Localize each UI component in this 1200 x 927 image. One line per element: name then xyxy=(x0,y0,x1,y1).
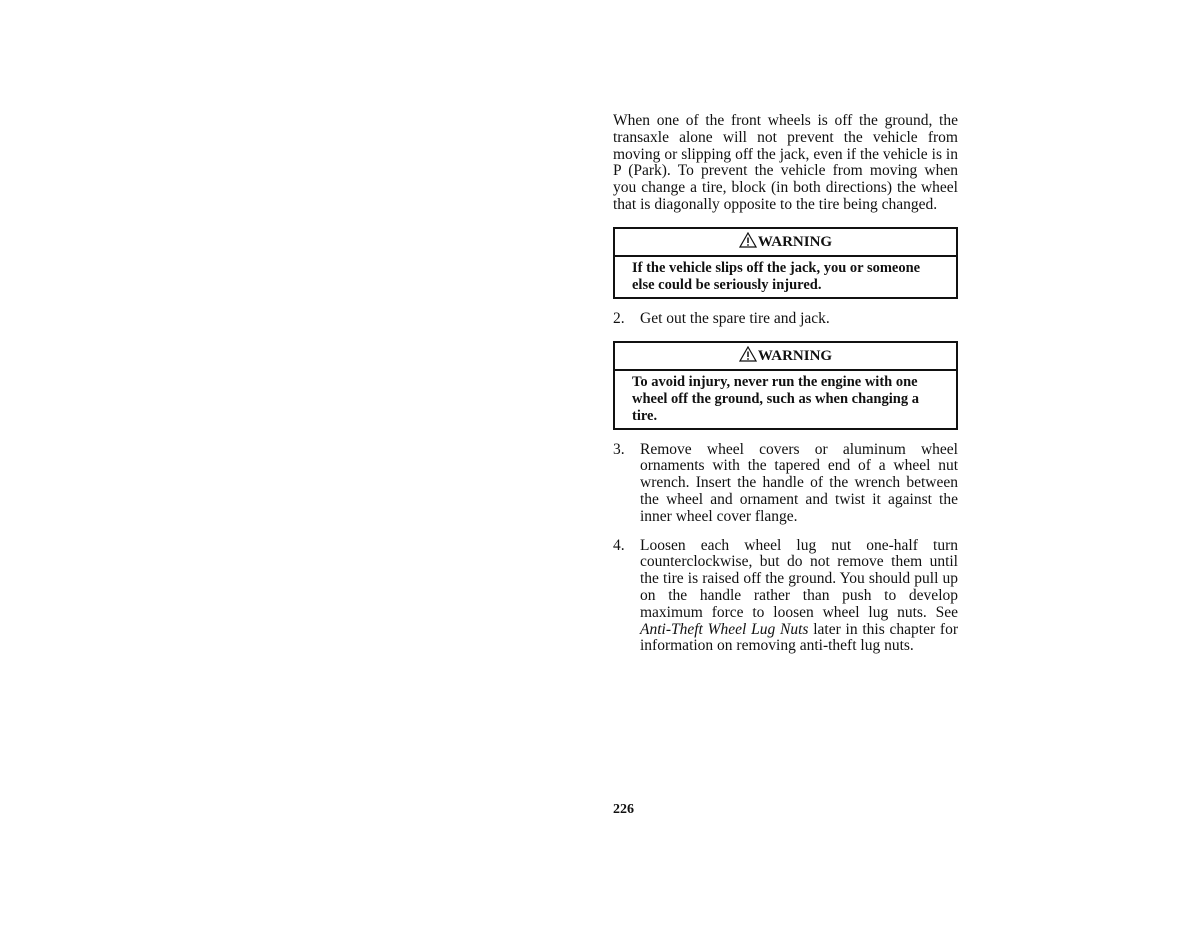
warning-box-engine xyxy=(613,341,958,430)
warning-title: WARNING xyxy=(757,347,833,364)
warning-triangle-icon xyxy=(739,346,757,362)
step-text: Get out the spare tire and jack. xyxy=(640,309,830,327)
warning-text: To avoid injury, never run the engine with one wheel off the ground, such as when changing a tire. xyxy=(632,373,919,424)
step-number: 2. xyxy=(613,309,625,327)
step-text: Remove wheel covers or aluminum wheel ornaments with the tapered end of a wheel nut wrench. Insert the handle of the wrench between the wheel and ornament and twist it against the inner wheel cover flange. xyxy=(640,440,958,525)
step-number: 3. xyxy=(613,440,625,458)
list-item-step-4 xyxy=(613,538,958,656)
step-text xyxy=(640,538,958,656)
list-item-step-3 xyxy=(613,442,958,526)
content-column xyxy=(613,113,958,655)
step-text-before: Loosen each wheel lug nut one-half turn counterclockwise, but do not remove them until the tire is raised off the ground. You should pull up on the handle rather than push to develop maximum force to loosen wheel lug nuts. See xyxy=(640,536,958,621)
intro-paragraph: When one of the front wheels is off the ground, the transaxle alone will not prevent the vehicle from moving or slipping off the jack, even if the vehicle is in P (Park). To prevent the vehicle from moving when you change a tire, block (in both directions) the wheel that is diagonally opposite to the tire being changed. xyxy=(613,112,958,213)
warning-header xyxy=(615,343,956,371)
cross-reference: Anti-Theft Wheel Lug Nuts xyxy=(640,620,809,638)
warning-header xyxy=(615,229,956,257)
page-number: 226 xyxy=(613,802,634,817)
warning-title: WARNING xyxy=(757,233,833,250)
warning-text: If the vehicle slips off the jack, you or someone else could be seriously injured. xyxy=(632,259,921,293)
warning-box-jack xyxy=(613,227,958,299)
step-number: 4. xyxy=(613,536,625,554)
list-item-step-2 xyxy=(613,311,958,328)
step-text-after: later in this chapter for information on removing anti-theft lug nuts. xyxy=(640,620,958,655)
warning-triangle-icon xyxy=(739,232,757,248)
